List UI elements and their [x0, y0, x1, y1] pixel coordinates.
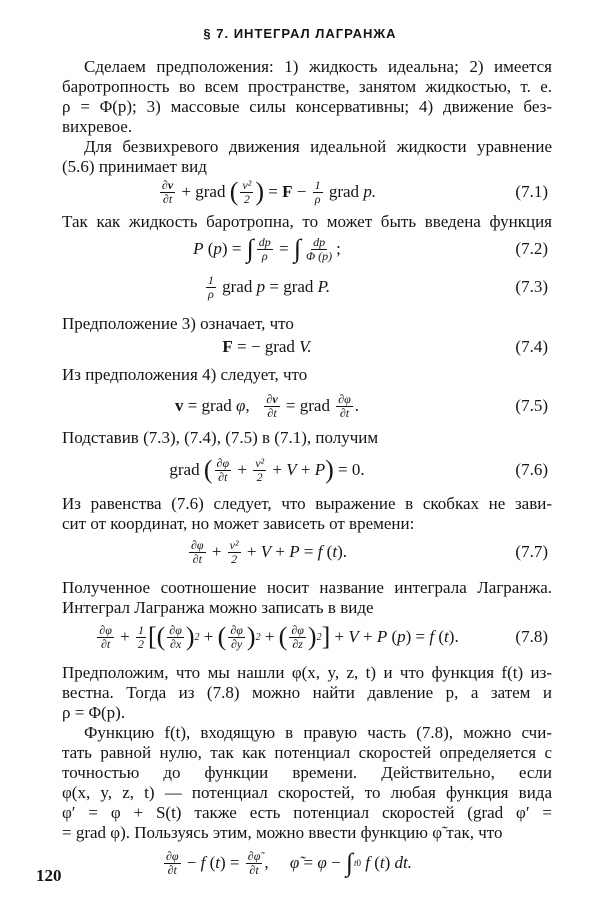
barotrop-sentence: Так как жидкость баротропна, то может быть введена функция [62, 212, 552, 231]
equation-7-6 [62, 450, 552, 490]
page-number: 120 [36, 866, 62, 885]
paragraph-6-line-6: = grad φ). Пользуясь этим, можно ввести функцию φ̃ так, что [62, 823, 503, 842]
paragraph-4-line-2: Интеграл Лагранжа можно записать в виде [62, 598, 374, 617]
paragraph-5-line-1: Предположим, что мы нашли φ(x, y, z, t) и что функция f(t) из- [62, 663, 552, 682]
paragraph-2-line-2: (5.6) принимает вид [62, 157, 207, 176]
equation-number-7-6: (7.6) [515, 460, 548, 479]
equation-phi-tilde [62, 843, 552, 883]
equation-number-7-3: (7.3) [515, 277, 548, 296]
formula-7-3: $\frac{1}{\rho}$ grad p = grad P. [207, 272, 331, 301]
equation-7-8 [62, 617, 552, 657]
paragraph-1-line-3: ρ = Φ(p); 3) массовые силы консервативны; 4) движение без- [62, 97, 552, 116]
formula-7-4: F = − grad V. [222, 337, 312, 356]
paragraph-1-line-2: баротропность во всем пространстве, занятом жидкостью, т. е. [62, 77, 552, 96]
formula-7-5: v = grad φ , $\frac{\partial v}{\partial t}$ = grad $\frac{\partial\varphi}{\partial t}$ . [174, 391, 360, 420]
paragraph-4-line-1: Полученное соотношение носит название интеграла Лагранжа. [62, 578, 552, 597]
equation-7-4 [62, 327, 552, 367]
equation-number-7-2: (7.2) [515, 239, 548, 258]
equation-number-7-4: (7.4) [515, 337, 548, 356]
equation-number-7-1: (7.1) [515, 182, 548, 201]
formula-7-6: grad ( $\frac{\partial\varphi}{\partial t}$ + $\frac{\text{v²}}{2}$ + V + P ) = 0. [169, 455, 365, 484]
section-heading: § 7. ИНТЕГРАЛ ЛАГРАНЖА [203, 26, 397, 41]
paragraph-6-line-1: Функцию f(t), входящую в правую часть (7.8), можно счи- [84, 723, 552, 742]
paragraph-1-line-4: вихревое. [62, 117, 133, 136]
formula-7-8: $\frac{\partial\varphi}{\partial t}$ + $\frac{1}{2}$ [( $\frac{\partial\varphi}{\partial x}$ ) 2 + ( $\frac{\partial\varphi}{\partial y}$ ) 2 + ( $\frac{\partial\varphi}{\partial z}$ ) 2 ] + V + P ( p ) = f ( t ). [99, 622, 459, 651]
equation-number-7-5: (7.5) [515, 396, 548, 415]
equation-7-5 [62, 386, 552, 426]
paragraph-1-line-1: Сделаем предположения: 1) жидкость идеальна; 2) имеется [84, 57, 552, 76]
equation-number-7-7: (7.7) [515, 542, 548, 561]
formula-phi-tilde: $\frac{\partial\varphi}{\partial t}$ − f ( t ) = $\frac{\partial\varphĩ}{\partial t}$ , φ̃ = φ − ∫ t 0 f ( t ) dt. [165, 848, 413, 877]
equation-7-2 [62, 229, 552, 269]
paragraph-6-line-5: φ′ = φ + S(t) также есть потенциал скоростей (grad φ′ = [62, 803, 552, 822]
paragraph-6-line-4: φ(x, y, z, t) — потенциал скоростей, то любая функция вида [62, 783, 552, 802]
paragraph-3-line-1: Из равенства (7.6) следует, что выражение в скобках не зави- [62, 494, 552, 513]
formula-7-7: $\frac{\partial\varphi}{\partial t}$ + $\frac{\text{v²}}{2}$ + V + P = f ( t ). [191, 537, 347, 566]
equation-number-7-8: (7.8) [515, 627, 548, 646]
paragraph-6-line-3: точностью до функции времени. Действительно, если [62, 763, 552, 782]
assumption-3-sentence: Предположение 3) означает, что [62, 314, 294, 333]
paragraph-3-line-2: сит от координат, но может зависеть от времени: [62, 514, 415, 533]
paragraph-2-line-1: Для безвихревого движения идеальной жидкости уравнение [84, 137, 552, 156]
paragraph-5-line-2: вестна. Тогда из (7.8) можно найти давление p, а затем и [62, 683, 552, 702]
equation-7-7 [62, 532, 552, 572]
formula-7-2: P ( p ) = ∫ $\frac{dp}{\rho}$ = ∫ $\frac{dp}{\Phi (p)}$ ; [193, 234, 341, 263]
assumption-4-sentence: Из предположения 4) следует, что [62, 365, 308, 384]
paragraph-5-line-3: ρ = Φ(p). [62, 703, 126, 722]
equation-7-1 [62, 172, 552, 212]
paragraph-6-line-2: тать равной нулю, так как потенциал скоростей определяется с [62, 743, 552, 762]
substitute-sentence: Подставив (7.3), (7.4), (7.5) в (7.1), получим [62, 428, 379, 447]
formula-7-1: $\frac{\partial v}{\partial t}$ + grad ( $\frac{\text{v²}}{2}$ ) = F − $\frac{1}{\rho}$ grad p. [161, 177, 377, 206]
equation-7-3 [62, 267, 552, 307]
